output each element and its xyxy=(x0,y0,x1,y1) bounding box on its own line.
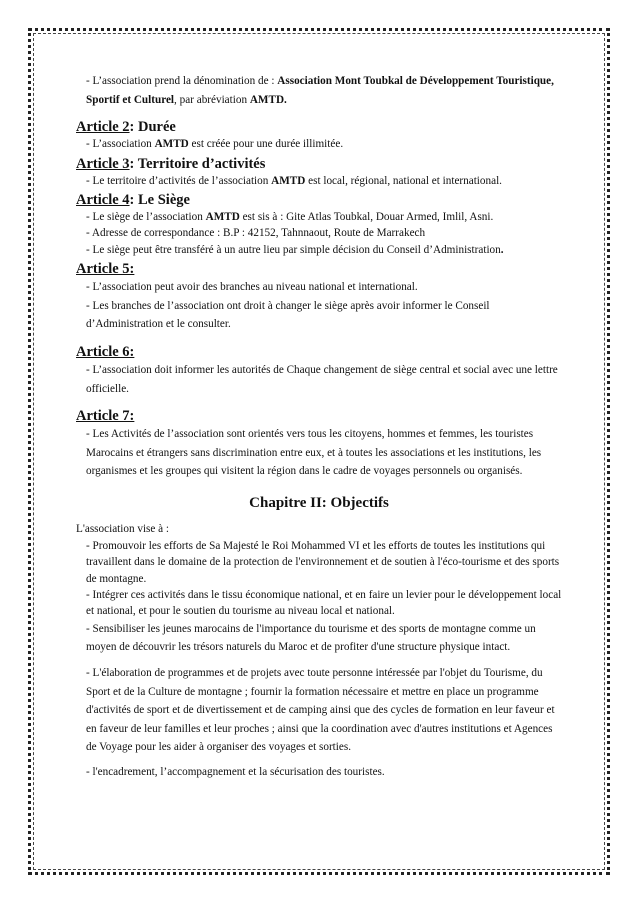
objectives-intro: L'association vise à : xyxy=(76,523,170,536)
article-2-heading: Article 2: Durée xyxy=(76,119,176,136)
article-7-text: - Les Activités de l’association sont orientés vers tous les citoyens, hommes et femmes, les touristes Marocains et étrangers sans discrimination entre eux, et à toutes les associations et les institutions, les organismes et les groupes qui visitent la région dans le cadre de voyages personnels ou organisés. xyxy=(86,428,542,478)
article-4-heading: Article 4: Le Siège xyxy=(76,192,190,208)
article-6-text: - L’association doit informer les autorités de Chaque changement de siège central et social avec une lettre officielle. xyxy=(86,364,558,395)
article-2-text: - L’association AMTD est créée pour une durée illimitée. xyxy=(86,138,344,151)
objective-3: - Sensibiliser les jeunes marocains de l'importance du tourisme et des sports de montagne comme un moyen de découvrir les trésors naturels du Maroc et de profiter d'une structure physique intact. xyxy=(86,622,536,654)
objective-4: - L'élaboration de programmes et de projets avec toute personne intéressée par l'objet du Tourisme, du Sport et de la Culture de montagne ; fournir la formation nécessaire et mettre en place un programme d'activités de sport et de divertissement et de camping ainsi que des cycles de formation en leur faveur et en faveur de leur familles et leur proches ; ainsi que la coordination avec d'autres institutions et Agences de Voyage pour les aider à organiser des voyages et sorties. xyxy=(86,667,555,754)
association-name: Association Mont Toubkal de Développement Touristique, Sportif et Culturel xyxy=(86,75,554,106)
chapter-title: Chapitre II: Objectifs xyxy=(249,494,389,511)
document-body xyxy=(76,68,562,780)
association-abbr: AMTD. xyxy=(249,93,287,106)
article-4-line-2: - Adresse de correspondance : B.P : 42152, Tahnnaout, Route de Marrakech xyxy=(86,227,426,240)
objective-5: - l'encadrement, l’accompagnement et la sécurisation des touristes. xyxy=(86,765,385,778)
intro-paragraph: - L’association prend la dénomination de : Association Mont Toubkal de Développement Touristique, Sportif et Culturel, par abréviation AMTD. xyxy=(86,75,554,106)
article-5-line-2: - Les branches de l’association ont droit à changer le siège après avoir informer le Conseil d’Administration et le consulter. xyxy=(86,299,490,331)
article-4-line-1: - Le siège de l’association AMTD est sis à : Gite Atlas Toubkal, Douar Armed, Imlil, Asni. xyxy=(86,211,494,223)
article-5-heading: Article 5: xyxy=(76,261,135,278)
objective-2: - Intégrer ces activités dans le tissu économique national, et en faire un levier pour le développement local et national, et pour le soutien du tourisme au niveau local et national. xyxy=(86,589,562,618)
article-7-heading: Article 7: xyxy=(76,408,135,425)
article-3-heading: Article 3: Territoire d’activités xyxy=(76,155,266,172)
article-5-line-1: - L’association peut avoir des branches au niveau national et international. xyxy=(86,281,418,294)
article-4-line-3: - Le siège peut être transféré à un autre lieu par simple décision du Conseil d’Administration. xyxy=(86,243,504,256)
article-6-heading: Article 6: xyxy=(76,344,135,360)
objective-1: - Promouvoir les efforts de Sa Majesté le Roi Mohammed VI et les efforts de toutes les institutions qui travaillent dans le domaine de la protection de l'environnement et de soutien à l'éco-tourisme et des sports de montagne. xyxy=(86,539,560,585)
article-3-text: - Le territoire d’activités de l’association AMTD est local, régional, national et international. xyxy=(86,174,502,187)
